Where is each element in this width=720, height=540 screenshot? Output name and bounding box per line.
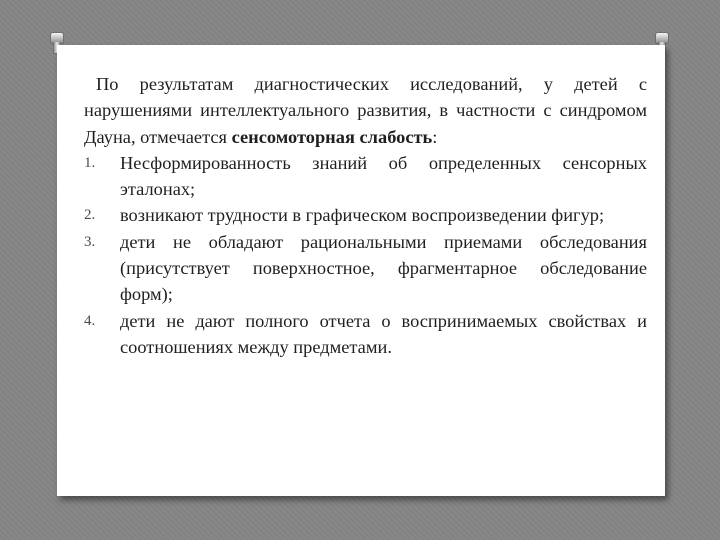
list-item-text: Несформированность знаний об определенных сенсорных эталонах; — [120, 152, 647, 200]
findings-list — [84, 150, 647, 360]
list-item — [84, 150, 647, 203]
intro-paragraph — [84, 71, 647, 150]
note-card — [57, 45, 665, 496]
list-item-text: дети не обладают рациональными приемами обследования (присутствует поверхностное, фрагментарное обследование форм); — [120, 231, 647, 305]
list-item-number: 3. — [84, 233, 96, 250]
list-item-number: 2. — [84, 207, 96, 224]
intro-text: По результатам диагностических исследований, у детей с нарушениями интеллектуального развития, в частности с синдромом Дауна, отмечается — [84, 74, 647, 147]
list-item-number: 4. — [84, 312, 96, 329]
list-item-text: дети не дают полного отчета о воспринимаемых свойствах и соотношениях между предметами. — [120, 310, 647, 357]
list-item — [84, 202, 647, 228]
intro-bold-term: сенсомоторная слабость — [231, 126, 433, 147]
list-item — [84, 308, 647, 361]
list-item-number: 1. — [84, 154, 96, 171]
list-item-text: возникают трудности в графическом воспроизведении фигур; — [120, 205, 605, 226]
slide-content — [84, 71, 647, 360]
intro-colon: : — [432, 126, 438, 147]
list-item — [84, 229, 647, 308]
